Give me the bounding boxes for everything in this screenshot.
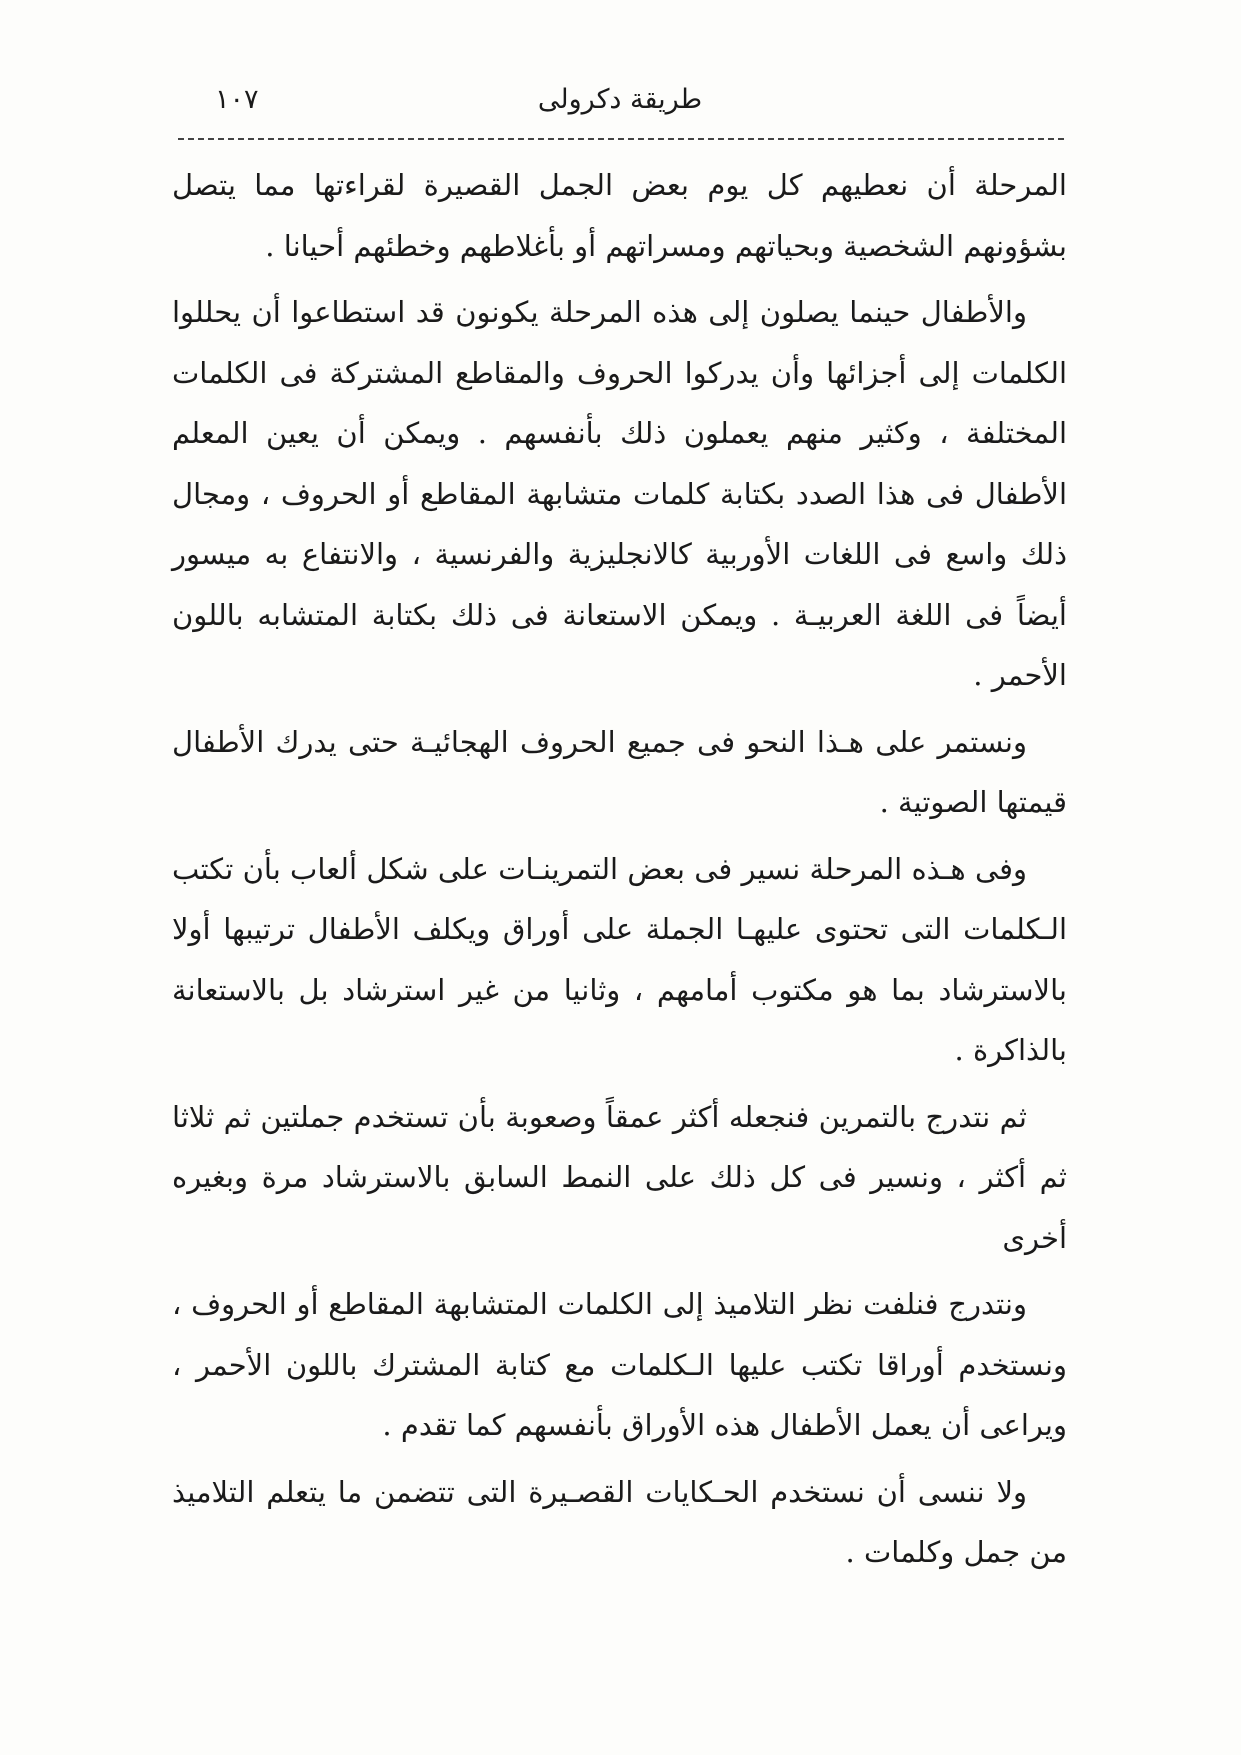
paragraph: ثم نتدرج بالتمرين فنجعله أكثر عمقاً وصعوبة بأن تستخدم جملتين ثم ثلاثا ثم أكثر ، ونسير فى كل ذلك على النمط السابق بالاسترشاد مرة وبغيره أخرى	[172, 1099, 1067, 1255]
paragraph: وفى هـذه المرحلة نسير فى بعض التمرينـات على شكل ألعاب بأن تكتب الـكلمات التى تحتوى عليهـا الجملة على أوراق ويكلف الأطفال ترتيبها أولا بالاسترشاد بما هو مكتوب أمامهم ، وثانيا من غير استرشاد بل بالاستعانة بالذاكرة .	[172, 851, 1067, 1067]
header-rule	[178, 138, 1064, 140]
paragraph-continued: المرحلة أن نعطيهم كل يوم بعض الجمل القصيرة لقراءتها مما يتصل بشؤونهم الشخصية وبحياتهم ومسراتهم أو بأغلاطهم وخطئهم أحيانا .	[172, 168, 1067, 263]
running-title: طريقة دكرولى	[537, 84, 703, 115]
paragraph: ونستمر على هـذا النحو فى جميع الحروف الهجائيـة حتى يدرك الأطفال قيمتها الصوتية .	[172, 724, 1067, 819]
page-number: ١٠٧	[215, 84, 259, 115]
paragraph: ولا ننسى أن نستخدم الحـكايات القصـيرة التى تتضمن ما يتعلم التلاميذ من جمل وكلمات .	[172, 1474, 1067, 1569]
page-header	[175, 80, 1065, 130]
paragraph: ونتدرج فنلفت نظر التلاميذ إلى الكلمات المتشابهة المقاطع أو الحروف ، ونستخدم أوراقا تكتب عليها الـكلمات مع كتابة المشترك باللون الأحمر ، ويراعى أن يعمل الأطفال هذه الأوراق بأنفسهم كما تقدم .	[172, 1287, 1067, 1442]
body-text	[172, 155, 1067, 1583]
paragraph: والأطفال حينما يصلون إلى هذه المرحلة يكونون قد استطاعوا أن يحللوا الكلمات إلى أجزائها وأن يدركوا الحروف والمقاطع المشتركة فى الكلمات المختلفة ، وكثير منهم يعملون ذلك بأنفسهم . ويمكن أن يعين المعلم الأطفال فى هذا الصدد بكتابة كلمات متشابهة المقاطع أو الحروف ، ومجال ذلك واسع فى اللغات الأوربية كالانجليزية والفرنسية ، والانتفاع به ميسور أيضاً فى اللغة العربيـة . ويمكن الاستعانة فى ذلك بكتابة المتشابه باللون الأحمر .	[172, 295, 1067, 692]
